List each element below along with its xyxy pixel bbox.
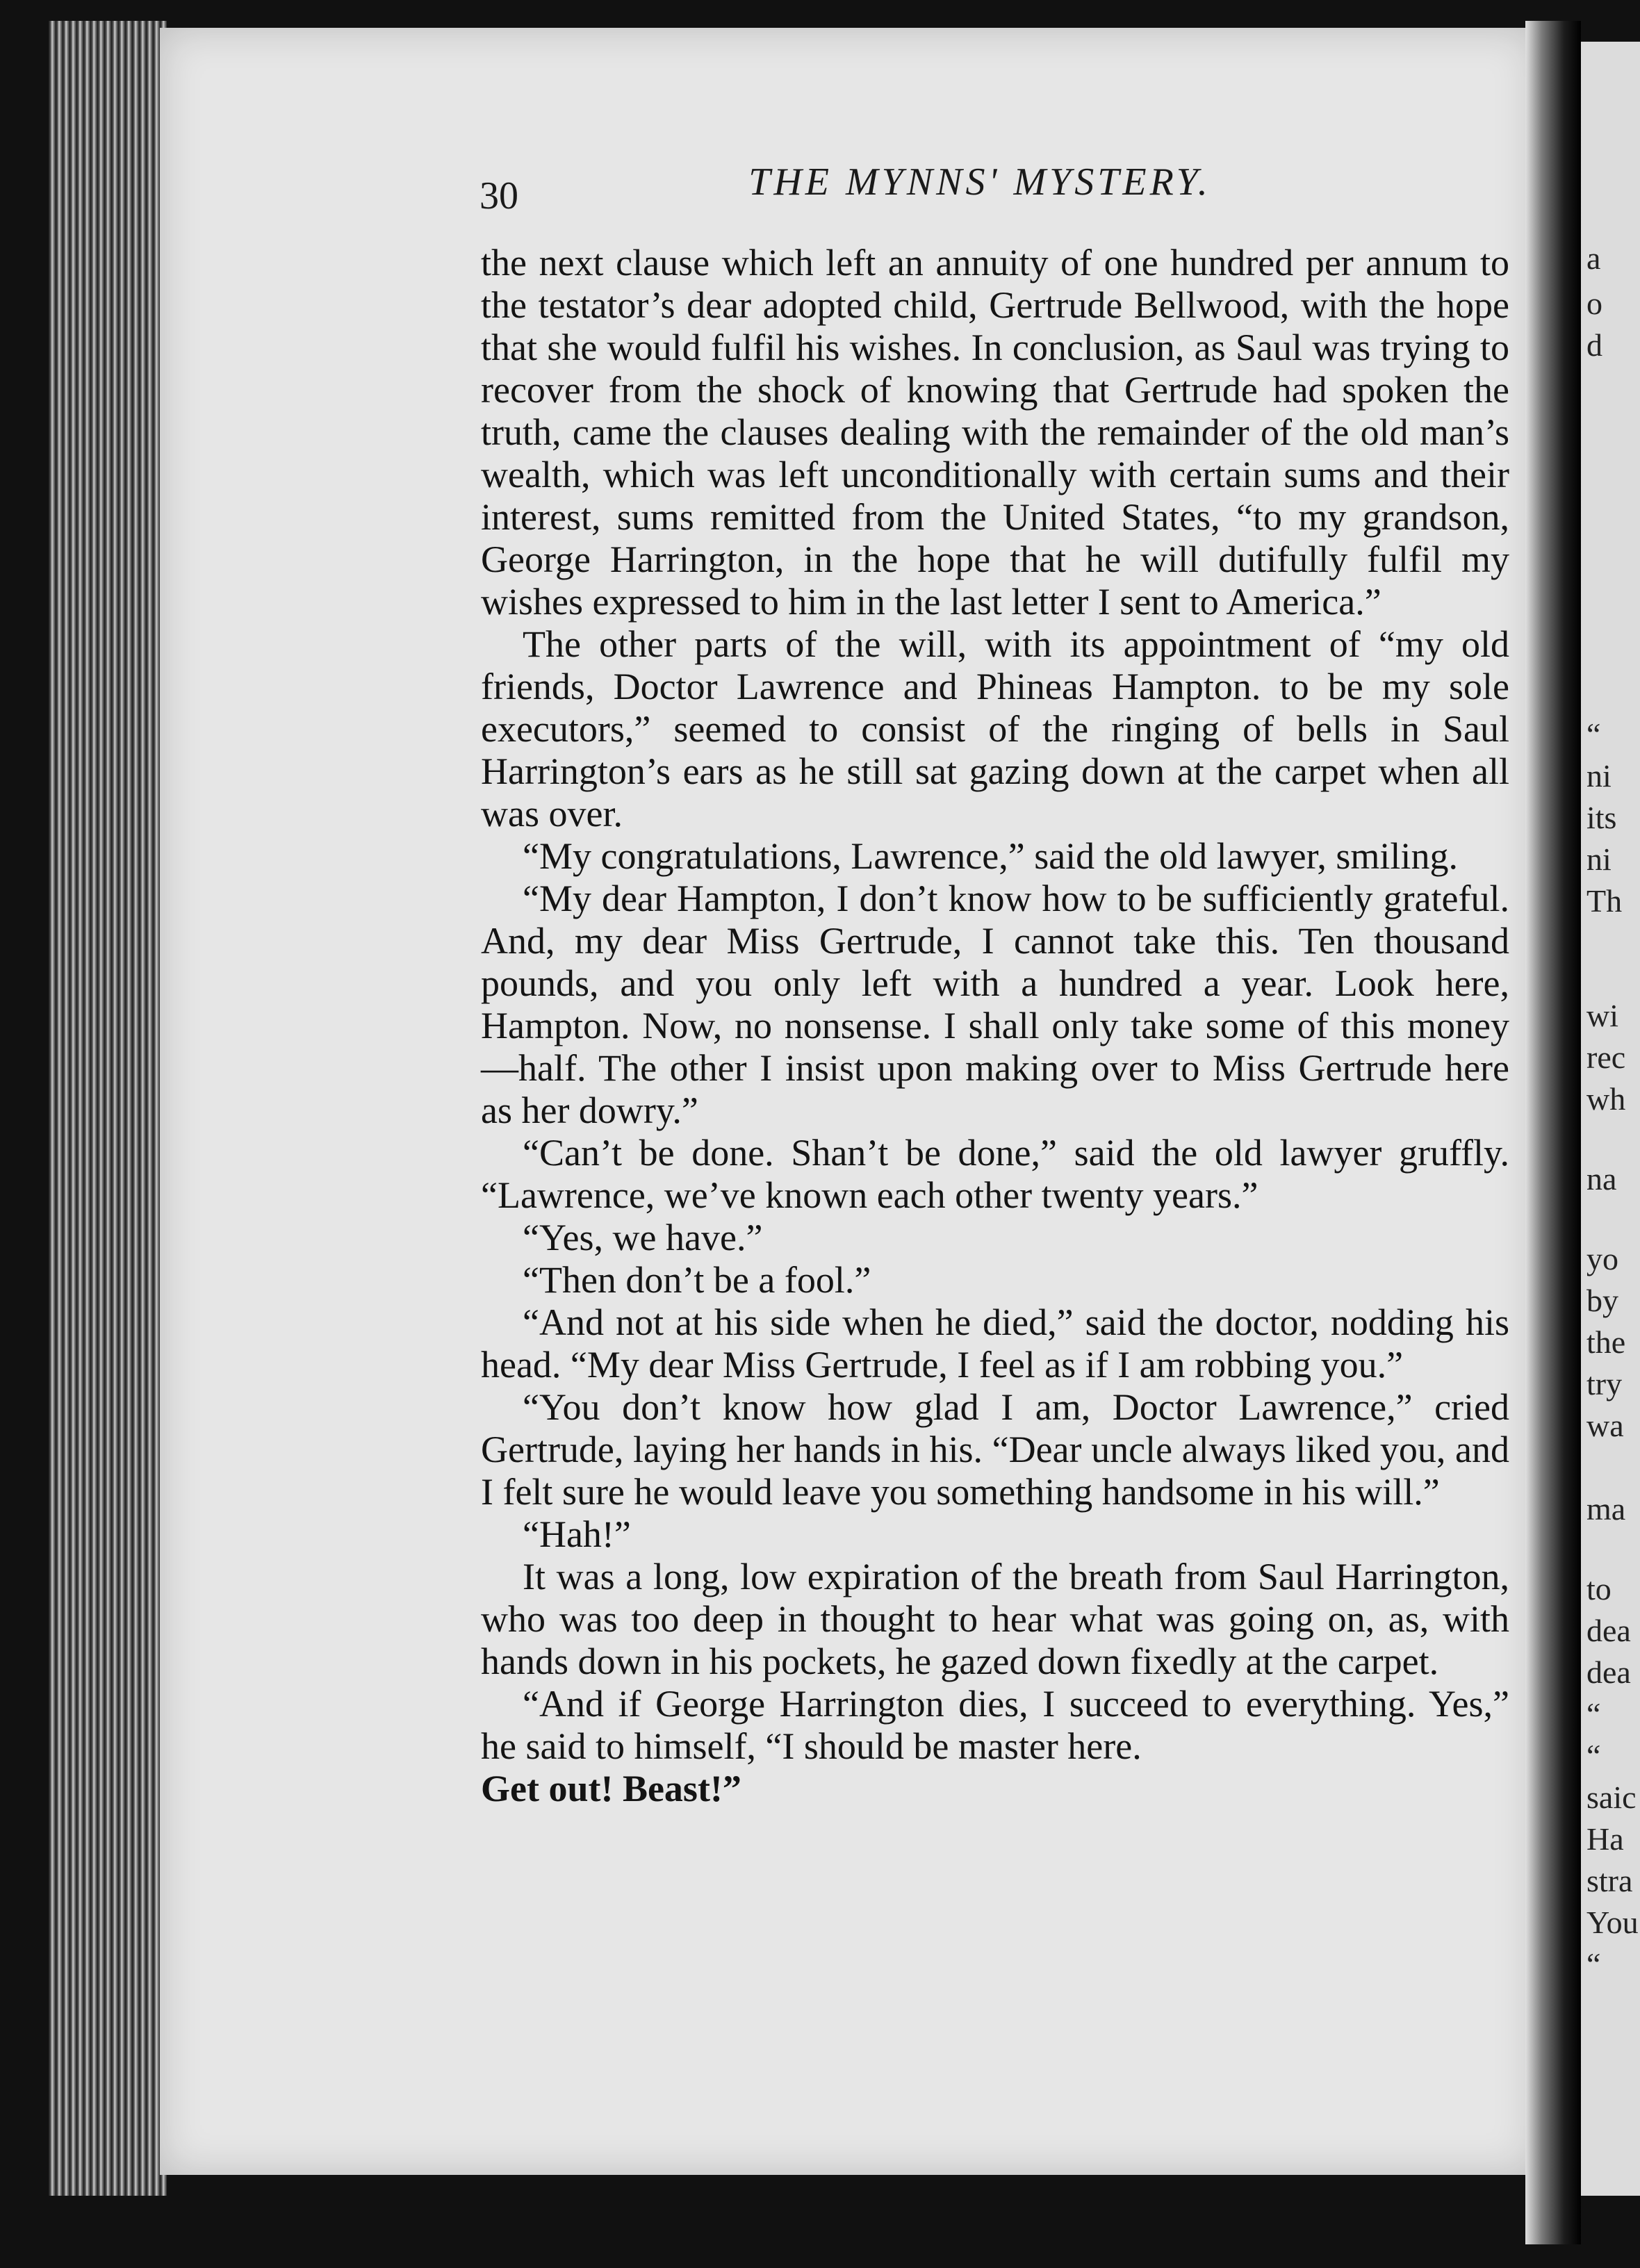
paragraph: “My dear Hampton, I don’t know how to be sufficiently grateful. And, my dear Miss Gertrude, I cannot take this. Ten thousand pounds, and you only left with a hundred a year. Look here, Hampton. Now, no nonsense. I shall only take some of this money—half. The other I insist upon making over to Miss Gertrude here as her dowry.”: [481, 878, 1509, 1131]
next-page-fragment: o: [1586, 286, 1602, 321]
next-page-fragment: to: [1586, 1571, 1612, 1606]
body-text: [481, 242, 1509, 1810]
next-page-edge: [1581, 42, 1640, 2196]
next-page-fragment: its: [1586, 800, 1617, 835]
next-page-fragment: dea: [1586, 1654, 1631, 1690]
next-page-fragment: wh: [1586, 1081, 1626, 1117]
next-page-fragment: Th: [1586, 883, 1623, 919]
next-page-fragment: Ha: [1586, 1821, 1624, 1857]
next-page-fragment: “: [1586, 1738, 1601, 1773]
paragraph: “Can’t be done. Shan’t be done,” said the old lawyer gruffly. “Lawrence, we’ve known each other twenty years.”: [481, 1132, 1509, 1216]
next-page-fragment: ma: [1586, 1491, 1626, 1527]
next-page-fragment: ni: [1586, 841, 1612, 877]
paragraph: “Hah!”: [523, 1513, 631, 1555]
paragraph: “Then don’t be a fool.”: [523, 1259, 871, 1301]
next-page-fragment: a: [1586, 240, 1601, 276]
paragraph: It was a long, low expiration of the breath from Saul Harrington, who was too deep in thought to hear what was going on, as, with hands down in his pockets, he gazed down fixedly at the carpet.: [481, 1556, 1509, 1682]
page-edges: [49, 21, 167, 2196]
next-page-fragment: na: [1586, 1161, 1617, 1197]
next-page-fragment: by: [1586, 1283, 1618, 1318]
next-page-fragment: d: [1586, 327, 1602, 363]
paragraph: The other parts of the will, with its appointment of “my old friends, Doctor Lawrence and Phineas Hampton. to be my sole executors,” seemed to consist of the ringing of bells in Saul Harrington’s ears as he still sat gazing down at the carpet when all was over.: [481, 623, 1509, 835]
next-page-fragment: the: [1586, 1324, 1626, 1360]
next-page-fragment: wa: [1586, 1408, 1624, 1443]
next-page-fragment: dea: [1586, 1613, 1631, 1648]
paragraph: “My congratulations, Lawrence,” said the old lawyer, smiling.: [523, 835, 1458, 877]
paragraph: “And not at his side when he died,” said the doctor, nodding his head. “My dear Miss Gertrude, I feel as if I am robbing you.”: [481, 1301, 1509, 1386]
closing-line: Get out! Beast!”: [481, 1768, 741, 1809]
next-page-fragment: yo: [1586, 1241, 1618, 1276]
next-page-fragment: ni: [1586, 758, 1612, 794]
paragraph: “Yes, we have.”: [523, 1217, 763, 1258]
next-page-fragment: “: [1586, 1696, 1601, 1732]
next-page-fragment: “: [1586, 716, 1601, 752]
next-page-fragment: rec: [1586, 1040, 1626, 1075]
next-page-fragment: wi: [1586, 998, 1618, 1033]
page-number: 30: [479, 174, 518, 217]
next-page-fragment: saic: [1586, 1780, 1637, 1815]
next-page-fragment: stra: [1586, 1863, 1633, 1898]
running-title: THE MYNNS' MYSTERY.: [748, 161, 1211, 204]
paragraph: “You don’t know how glad I am, Doctor Lawrence,” cried Gertrude, laying her hands in his. “Dear uncle always liked you, and I felt sure he would leave you something handsome in his will.”: [481, 1386, 1509, 1513]
paragraph: “And if George Harrington dies, I succeed to everything. Yes,” he said to himself, “I should be master here.: [481, 1683, 1509, 1767]
book-gutter: [1525, 21, 1581, 2244]
next-page-fragment: “: [1586, 1946, 1601, 1982]
next-page-fragment: try: [1586, 1366, 1623, 1402]
paragraph: the next clause which left an annuity of one hundred per annum to the testator’s dear adopted child, Gertrude Bellwood, with the hope that she would fulfil his wishes. In conclusion, as Saul was trying to recover from the shock of knowing that Gertrude had spoken the truth, came the clauses dealing with the remainder of the old man’s wealth, which was left unconditionally with certain sums and their interest, sums remitted from the United States, “to my grandson, George Harrington, in the hope that he will dutifully fulfil my wishes expressed to him in the last letter I sent to America.”: [481, 242, 1509, 623]
next-page-fragment: You: [1586, 1905, 1639, 1940]
